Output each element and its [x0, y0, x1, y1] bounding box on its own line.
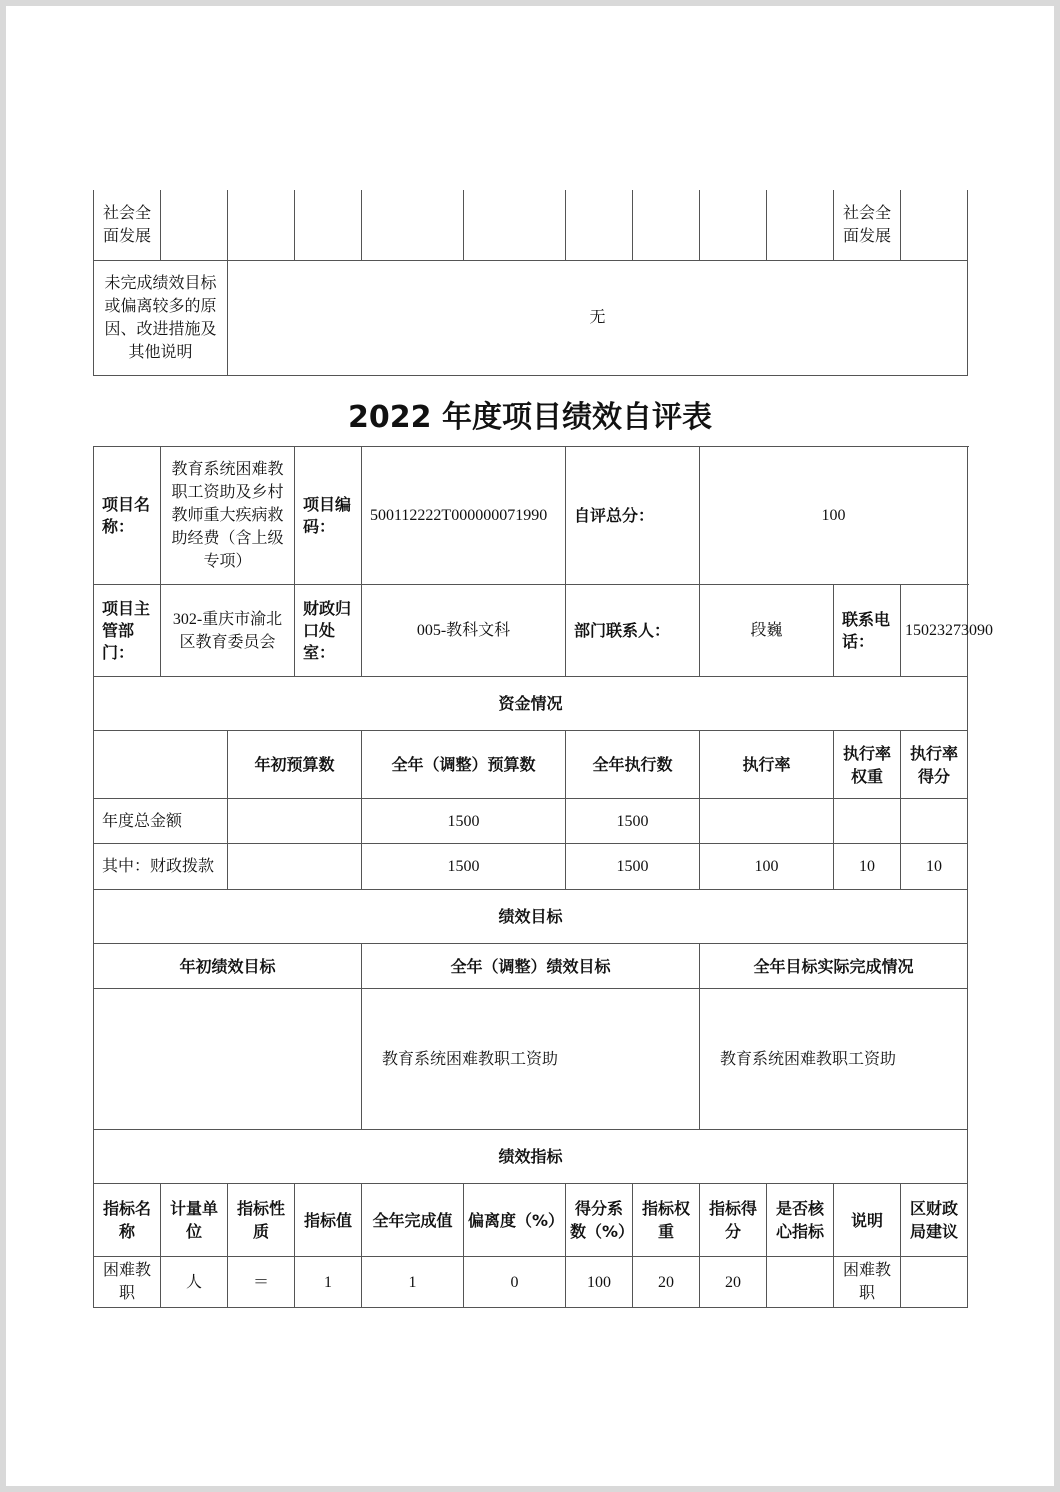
phone: 15023273090	[901, 585, 968, 677]
self-score-label: 自评总分：	[566, 447, 700, 585]
incomplete-reason-label: 未完成绩效目标或偏离较多的原因、改进措施及其他说明	[94, 260, 228, 375]
goals-header: 全年目标实际完成情况	[700, 944, 968, 989]
indicators-section-title: 绩效指标	[94, 1130, 968, 1184]
indicator-cell: 100	[566, 1257, 633, 1308]
row-note-social: 社会全面发展	[834, 190, 901, 260]
self-evaluation-table	[93, 446, 994, 1308]
phone-label: 联系电话：	[834, 585, 901, 677]
indicator-header: 偏离度（%）	[464, 1184, 566, 1257]
indicator-header: 说明	[834, 1184, 901, 1257]
indicator-cell	[901, 1257, 968, 1308]
indicator-header: 指标值	[295, 1184, 362, 1257]
self-score: 100	[700, 447, 968, 585]
indicator-cell: 人	[161, 1257, 228, 1308]
funds-cell	[700, 799, 834, 844]
goals-header: 年初绩效目标	[94, 944, 362, 989]
funds-cell: 1500	[566, 844, 700, 890]
indicator-header: 指标权重	[633, 1184, 700, 1257]
indicator-cell: 困难教职	[834, 1257, 901, 1308]
funds-header: 全年执行数	[566, 731, 700, 799]
indicator-header: 是否核心指标	[767, 1184, 834, 1257]
funds-cell: 10	[901, 844, 968, 890]
dept: 302-重庆市渝北区教育委员会	[161, 585, 295, 677]
indicator-cell: 1	[362, 1257, 464, 1308]
goal-initial	[94, 989, 362, 1130]
funds-cell: 10	[834, 844, 901, 890]
project-name-label: 项目名称：	[94, 447, 161, 585]
indicator-cell: 20	[633, 1257, 700, 1308]
contact-label: 部门联系人：	[566, 585, 700, 677]
funds-row-label: 其中：财政拨款	[94, 844, 228, 890]
indicator-cell: 0	[464, 1257, 566, 1308]
page-title: 2022 年度项目绩效自评表	[348, 400, 712, 435]
funds-section-title: 资金情况	[94, 677, 968, 731]
funds-cell: 1500	[566, 799, 700, 844]
funds-cell	[901, 799, 968, 844]
project-code: 500112222T000000071990	[362, 447, 566, 585]
goal-adjusted: 教育系统困难教职工资助	[362, 989, 700, 1130]
incomplete-reason-value: 无	[228, 260, 968, 375]
indicator-header: 指标名称	[94, 1184, 161, 1257]
indicator-cell: 困难教职	[94, 1257, 161, 1308]
dept-label: 项目主管部门：	[94, 585, 161, 677]
funds-cell	[228, 799, 362, 844]
finance-label: 财政归口处室：	[295, 585, 362, 677]
indicator-header: 指标得分	[700, 1184, 767, 1257]
indicator-header: 全年完成值	[362, 1184, 464, 1257]
indicator-header: 得分系数（%）	[566, 1184, 633, 1257]
indicator-header: 区财政局建议	[901, 1184, 968, 1257]
funds-cell: 1500	[362, 799, 566, 844]
funds-cell	[228, 844, 362, 890]
funds-header: 执行率	[700, 731, 834, 799]
indicator-header: 计量单位	[161, 1184, 228, 1257]
funds-row-label: 年度总金额	[94, 799, 228, 844]
goal-actual: 教育系统困难教职工资助	[700, 989, 968, 1130]
continuation-table	[93, 190, 968, 376]
goals-header: 全年（调整）绩效目标	[362, 944, 700, 989]
funds-header: 执行率得分	[901, 731, 968, 799]
funds-cell: 100	[700, 844, 834, 890]
funds-header: 年初预算数	[228, 731, 362, 799]
finance-office: 005-教科文科	[362, 585, 566, 677]
goals-section-title: 绩效目标	[94, 890, 968, 944]
row-label-social: 社会全面发展	[94, 190, 161, 260]
indicator-cell: 20	[700, 1257, 767, 1308]
indicator-cell	[767, 1257, 834, 1308]
project-code-label: 项目编码：	[295, 447, 362, 585]
funds-header: 全年（调整）预算数	[362, 731, 566, 799]
indicator-cell: ＝	[228, 1257, 295, 1308]
indicator-cell: 1	[295, 1257, 362, 1308]
funds-header: 执行率权重	[834, 731, 901, 799]
indicator-header: 指标性质	[228, 1184, 295, 1257]
project-name: 教育系统困难教职工资助及乡村教师重大疾病救助经费（含上级专项）	[161, 447, 295, 585]
funds-cell	[834, 799, 901, 844]
contact-person: 段巍	[700, 585, 834, 677]
funds-cell: 1500	[362, 844, 566, 890]
